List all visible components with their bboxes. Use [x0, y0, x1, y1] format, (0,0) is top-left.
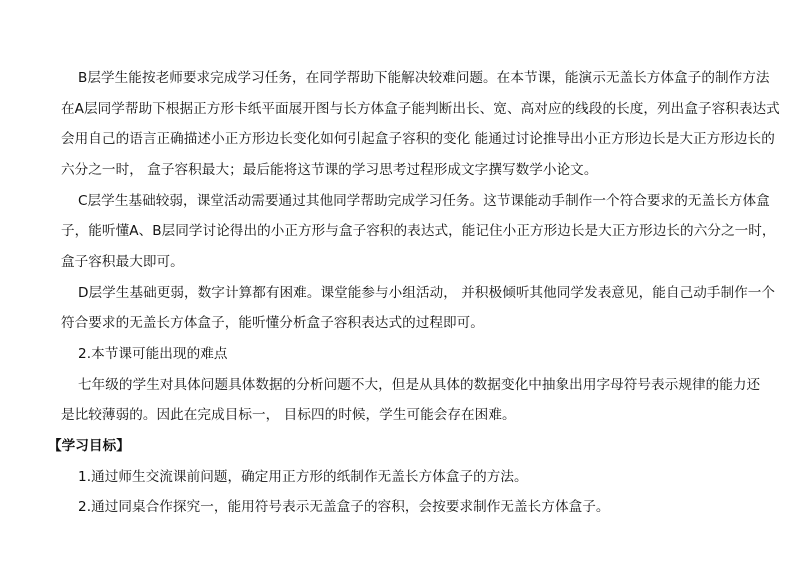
para-b-line-1: B层学生能按老师要求完成学习任务，在同学帮助下能解决较难问题。在本节课，能演示无盖长方体盒子的制作方法 [78, 70, 770, 86]
item-2-title: 2.本节课可能出现的难点 [78, 346, 228, 362]
para-b-line-3: 会用自己的语言正确描述小正方形边长变化如何引起盒子容积的变化 能通过讨论推导出小正方形边长是大正方形边长的 [61, 131, 775, 147]
para-d-line-2: 符合要求的无盖长方体盒子，能听懂分析盒子容积表达式的过程即可。 [61, 315, 484, 331]
para-difficulty-line-2: 是比较薄弱的。因此在完成目标一， 目标四的时候，学生可能会存在困难。 [61, 407, 516, 423]
para-b-line-2: 在A层同学帮助下根据正方形卡纸平面展开图与长方体盒子能判断出长、宽、高对应的线段的长度，列出盒子容积表达式 [61, 101, 780, 117]
goal-1: 1.通过师生交流课前问题，确定用正方形的纸制作无盖长方体盒子的方法。 [78, 469, 528, 485]
heading-learning-goals: 【学习目标】 [48, 438, 130, 454]
para-c-line-1: C层学生基础较弱，课堂活动需要通过其他同学帮助完成学习任务。这节课能动手制作一个符合要求的无盖长方体盒 [78, 193, 770, 209]
para-b-line-4: 六分之一时， 盒子容积最大；最后能将这节课的学习思考过程形成文字撰写数学小论文。 [61, 162, 598, 178]
para-d-line-1: D层学生基础更弱，数字计算都有困难。课堂能参与小组活动， 并积极倾听其他同学发表意见，能自己动手制作一个 [78, 285, 776, 301]
goal-2: 2.通过同桌合作探究一，能用符号表示无盖盒子的容积，会按要求制作无盖长方体盒子。 [78, 499, 610, 515]
para-c-line-2: 子，能听懂A、B层同学讨论得出的小正方形与盒子容积的表达式，能记住小正方形边长是大正方形边长的六分之一时， [61, 223, 776, 239]
para-c-line-3: 盒子容积最大即可。 [61, 254, 184, 270]
para-difficulty-line-1: 七年级的学生对具体问题具体数据的分析问题不大，但是从具体的数据变化中抽象出用字母符号表示规律的能力还 [78, 377, 761, 393]
